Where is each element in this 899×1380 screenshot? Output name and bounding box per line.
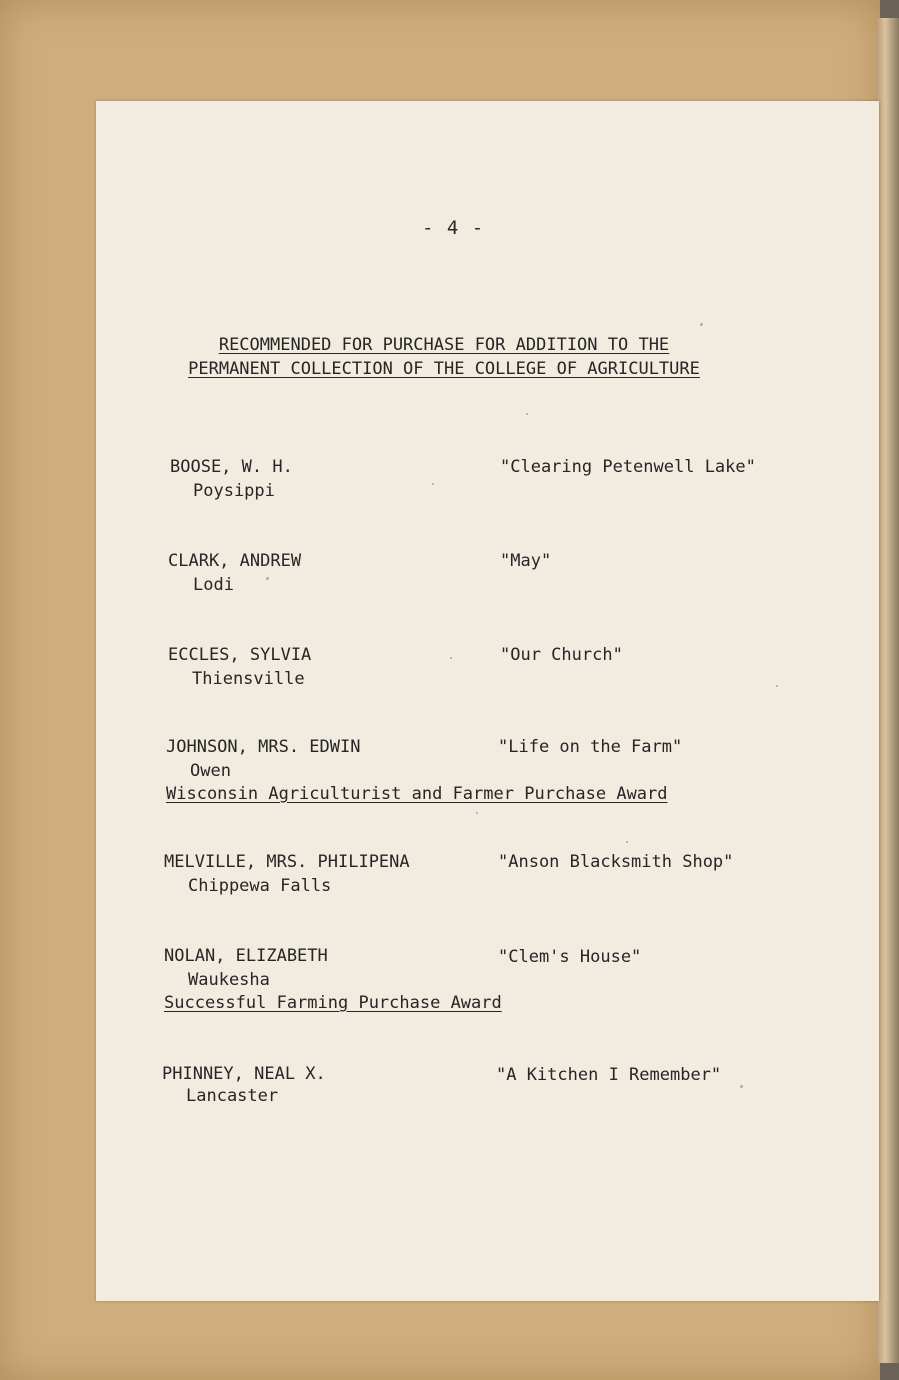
paper-speck <box>526 413 528 415</box>
artist-name: JOHNSON, MRS. EDWIN <box>166 737 361 757</box>
artist-hometown: Lancaster <box>186 1086 279 1106</box>
artwork-title: "Our Church" <box>500 645 623 665</box>
artwork-title: "A Kitchen I Remember" <box>496 1065 722 1085</box>
purchase-award: Successful Farming Purchase Award <box>164 993 502 1013</box>
heading-line-1: RECOMMENDED FOR PURCHASE FOR ADDITION TO THE <box>218 335 670 355</box>
paper-speck <box>740 1085 743 1088</box>
paper-speck <box>450 657 452 659</box>
artist-name: ECCLES, SYLVIA <box>168 645 312 665</box>
paper-speck <box>266 577 269 580</box>
artist-name: BOOSE, W. H. <box>170 457 293 477</box>
section-heading <box>144 333 744 381</box>
artwork-title: "Life on the Farm" <box>498 737 683 757</box>
artist-name: PHINNEY, NEAL X. <box>162 1064 326 1084</box>
artist-hometown: Poysippi <box>193 481 275 501</box>
paper-speck <box>776 685 778 687</box>
adjacent-page-edge <box>876 18 899 1363</box>
document-page <box>96 101 879 1301</box>
artist-hometown: Thiensville <box>192 669 305 689</box>
paper-speck <box>476 812 478 814</box>
artwork-title: "Clem's House" <box>498 947 642 967</box>
paper-speck <box>626 841 628 843</box>
paper-speck <box>700 323 703 326</box>
paper-speck <box>432 483 434 485</box>
artist-name: CLARK, ANDREW <box>168 551 302 571</box>
artist-hometown: Owen <box>190 761 231 781</box>
artist-hometown: Lodi <box>193 575 234 595</box>
page-number: - 4 - <box>422 217 485 239</box>
artist-name: NOLAN, ELIZABETH <box>164 946 328 966</box>
artist-name: MELVILLE, MRS. PHILIPENA <box>164 852 410 872</box>
purchase-award: Wisconsin Agriculturist and Farmer Purchase Award <box>166 784 668 804</box>
artist-hometown: Chippewa Falls <box>188 876 332 896</box>
artwork-title: "Anson Blacksmith Shop" <box>498 852 734 872</box>
heading-line-2: PERMANENT COLLECTION OF THE COLLEGE OF AGRICULTURE <box>188 359 700 379</box>
artist-hometown: Waukesha <box>188 970 270 990</box>
artwork-title: "Clearing Petenwell Lake" <box>500 457 756 477</box>
artwork-title: "May" <box>500 551 552 571</box>
